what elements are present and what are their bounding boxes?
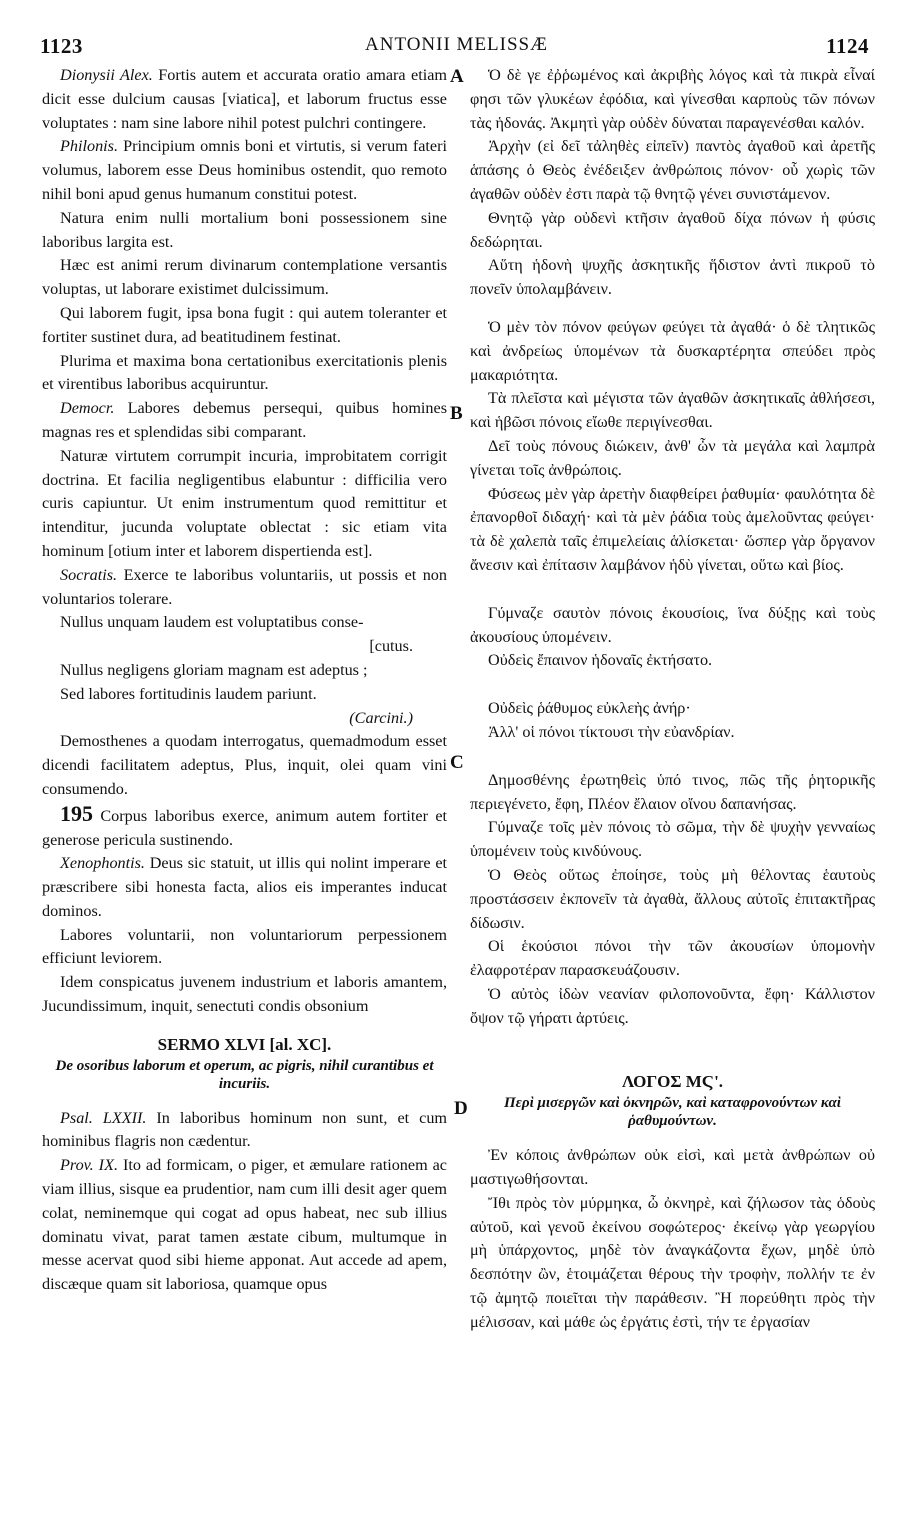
greek-verse-line: Ἀλλ' οἱ πόνοι τίκτουσι τὴν εὐανδρίαν. [488, 722, 735, 741]
greek-paragraph: Ἴθι πρὸς τὸν μύρμηκα, ὦ ὀκνηρὲ, καὶ ζήλωσον τὰς ὁδοὺς αὐτοῦ, καὶ γενοῦ ἐκείνου σοφώτερος· ἐκείνῳ γὰρ γεωργίου μὴ ὑπάρχοντος, μηδὲ τὸν ἀναγκάζοντα ἔχων, μηδὲ ὑπὸ δεσπότην ὢν, ἑτοιμάζεται θέρους τὴν τροφὴν, πολλήν τε ἐν τῷ ἀμητῷ ποιεῖται τὴν παράθεσιν. Ἢ πορεύθητι πρὸς τὴν μέλισσαν, καὶ μάθε ὡς ἐργάτις ἐστὶ, τήν τε ἐργασίαν [470, 1193, 875, 1331]
section-number: 195 [60, 800, 93, 826]
greek-paragraph: Θνητῷ γὰρ οὐδενὶ κτῆσιν ἀγαθοῦ δίχα πόνων ἡ φύσις δεδώρηται. [470, 208, 875, 251]
latin-paragraph: Xenophontis. Deus sic statuit, ut illis qui nolint imperare et præscribere sibi honesta facta, alios eis imperantes inducat dominos. [42, 854, 447, 920]
logos-subtitle: Περὶ μισεργῶν καὶ ὀκνηρῶν, καὶ καταφρονούντων καὶ ῥαθυμούντων. [504, 1095, 841, 1130]
margin-marker-c: C [450, 752, 464, 773]
latin-paragraph: Naturæ virtutem corrumpit incuria, improbitatem corrigit doctrina. Et facilia negligentibus elabuntur : difficilia vero curis capiuntur. Ut enim instrumentum quod remittitur et intenditur, jucunda voluptate oblectat : sic etiam vita hominum [otium inter et laborem dispertienda est]. [42, 446, 447, 560]
greek-paragraph: Τὰ πλεῖστα καὶ μέγιστα τῶν ἀγαθῶν ἀσκητικαῖς ἀθλήσεσι, καὶ ἡβῶσι πόνοις εἴωθε περιγίνεσθαι. [470, 389, 875, 432]
latin-paragraph: Idem conspicatus juvenem industrium et laboris amantem, Jucundissimum, inquit, senectuti condis obsonium [42, 973, 447, 1016]
latin-paragraph: 195 Corpus laboribus exerce, animum autem fortiter et generose pericula sustinendo. [42, 800, 448, 849]
author-name: Socratis. [60, 565, 118, 584]
author-name: Dionysii Alex. [60, 66, 153, 84]
latin-paragraph: Plurima et maxima bona certationibus exercitationis plenis et virentibus laboribus acquiruntur. [42, 351, 447, 394]
verse-continuation: [cutus. [369, 637, 413, 656]
scripture-reference: Prov. IX. [60, 1156, 118, 1175]
verse-line: Sed labores fortitudinis laudem pariunt. [60, 684, 317, 703]
author-name: Democr. [60, 399, 115, 418]
verse-credit: (Carcini.) [349, 708, 413, 727]
greek-paragraph: Ἐν κόποις ἀνθρώπων οὐκ εἰσὶ, καὶ μετὰ ἀνθρώπων οὐ μαστιγωθήσονται. [470, 1146, 875, 1189]
greek-paragraph: Δημοσθένης ἐρωτηθεὶς ὑπό τινος, πῶς τῆς ῥητορικῆς περιεγένετο, ἔφη, Πλέον ἔλαιον οἴνου δαπανήσας. [470, 770, 875, 813]
running-title: ANTONII MELISSÆ [365, 34, 549, 55]
greek-paragraph: Δεῖ τοὺς πόνους διώκειν, ἀνθ' ὧν τὰ μεγάλα καὶ λαμπρὰ γίνεται τοῖς ἀνθρώποις. [470, 436, 875, 479]
greek-paragraph: Αὕτη ἡδονὴ ψυχῆς ἀσκητικῆς ἥδιστον ἀντὶ πικροῦ τὸ πονεῖν ὑπολαμβάνειν. [470, 256, 875, 299]
greek-paragraph: Ὁ μὲν τὸν πόνον φεύγων φεύγει τὰ ἀγαθά· ὁ δὲ τλητικῶς καὶ ἀνδρείως ὑπομένων τὰ δυσκαρτέρητα σπεύδει πρὸς μακαριότητα. [470, 317, 875, 384]
latin-column [42, 64, 447, 1297]
sermo-subtitle: De osoribus laborum et operum, ac pigris, nihil curantibus et incuriis. [55, 1057, 434, 1092]
verse-line: Nullus unquam laudem est voluptatibus conse- [60, 613, 364, 632]
latin-paragraph: Socratis. Exerce te laboribus voluntariis, ut possis et non voluntarios tolerare. [42, 565, 447, 608]
sermo-title: SERMO XLVI [al. XC]. [157, 1034, 332, 1054]
page-number-right: 1124 [826, 34, 869, 58]
latin-paragraph: Demosthenes a quodam interrogatus, quemadmodum esset dicendi facilitatem adeptus, Plus, inquit, olei quam vini consumendo. [42, 732, 447, 798]
margin-marker-d: D [454, 1098, 468, 1119]
page-number-left: 1123 [40, 34, 83, 58]
latin-paragraph: Qui laborem fugit, ipsa bona fugit : qui autem toleranter et fortiter sustinet dura, ad beatitudinem festinat. [42, 303, 447, 346]
latin-paragraph: Democr. Labores debemus persequi, quibus homines magnas res et splendidas sibi comparant. [42, 399, 447, 441]
greek-paragraph: Ἀρχὴν (εἰ δεῖ τἀληθὲς εἰπεῖν) παντὸς ἀγαθοῦ καὶ ἀρετῆς ἁπάσης ὁ Θεὸς ἐνέδειξεν ἀνθρώποις πόνον· οὗ χωρὶς τῶν ἀγαθῶν οὐδὲν ἐστι παρὰ τῷ θνητῷ γένει συνιστάμενον. [470, 137, 875, 203]
latin-paragraph: Prov. IX. Ito ad formicam, o piger, et æmulare rationem ac viam illius, sisque ea prudentior, nam cum illi desit ager quem colat, neminemque qui cogat ad opus habeat, nec sub illius dominatu vivat, parat tamen æstate cibum, multumque in messe acervat quod sibi hieme apponat. Aut accede ad apem, discæque quam sit laboriosa, quamque opus [42, 1156, 447, 1294]
verse-line: Nullus negligens gloriam magnam est adeptus ; [60, 660, 368, 679]
author-name: Philonis. [60, 137, 119, 156]
logos-title: ΛΟΓΟΣ ΜϚ'. [621, 1072, 724, 1092]
margin-marker-a: A [450, 66, 464, 87]
greek-column [470, 64, 875, 1335]
greek-paragraph: Ὁ δὲ γε ἐῤῥωμένος καὶ ἀκριβὴς λόγος καὶ τὰ πικρὰ εἶναί φησι τῶν γλυκέων ἐφόδια, καὶ γίνεσθαι καρποὺς τῶν πόνων τὰς ἡδονάς. Ἀκμητὶ γὰρ οὐδὲν δύναται παραγενέσθαι καλόν. [470, 66, 875, 132]
greek-paragraph: Φύσεως μὲν γὰρ ἀρετὴν διαφθείρει ῥαθυμία· φαυλότητα δὲ ἐπανορθοῖ διδαχή· καὶ τὰ μὲν ῥάδια τοὺς ἀμελοῦντας φεύγει· τὰ δὲ χαλεπὰ ταῖς ἐπιμελείαις ἁλίσκεται· ὥσπερ γὰρ ὄργανον ἄνεσιν καὶ ἐπίτασιν λαμβάνον ἡδὺ γίνεται, οὕτω καὶ βίος. [470, 484, 875, 574]
greek-paragraph: Γύμναζε σαυτὸν πόνοις ἑκουσίοις, ἵνα δύξῃς καὶ τοὺς ἀκουσίους ὑπομένειν. [470, 603, 875, 646]
greek-paragraph: Ὁ Θεὸς οὕτως ἐποίησε, τοὺς μὴ θέλοντας ἑαυτοὺς προστάσσειν ἐκπονεῖν τὰ ἀγαθὰ, ἄλλους αὐτοῖς ἐπιτακτῆρας δίδωσιν. [470, 865, 875, 932]
greek-paragraph: Ὁ αὐτὸς ἰδὼν νεανίαν φιλοπονοῦντα, ἔφη· Κάλλιστον ὄψον τῷ γήρατι ἀρτύεις. [470, 984, 875, 1027]
latin-paragraph: Natura enim nulli mortalium boni possessionem sine laboribus largita est. [42, 208, 447, 251]
greek-paragraph: Γύμναζε τοῖς μὲν πόνοις τὸ σῶμα, τὴν δὲ ψυχὴν γενναίως ὑπομένειν τοὺς κινδύνους. [470, 818, 875, 861]
greek-paragraph: Οἱ ἑκούσιοι πόνοι τὴν τῶν ἀκουσίων ὑπομονὴν ἐλαφροτέραν παρασκευάζουσιν. [470, 937, 875, 980]
latin-paragraph: Psal. LXXII. In laboribus hominum non sunt, et cum hominibus flagris non cædentur. [42, 1108, 447, 1151]
latin-paragraph: Labores voluntarii, non voluntariorum perpessionem efficiunt leviorem. [42, 925, 447, 968]
scripture-reference: Psal. LXXII. [60, 1108, 147, 1127]
greek-paragraph: Οὐδεὶς ἔπαινον ἡδοναῖς ἐκτήσατο. [488, 651, 713, 670]
latin-paragraph: Philonis. Principium omnis boni et virtutis, si verum fateri volumus, laborem esse Deus hominibus ostendit, quo remoto nihil boni apud genus humanum constitui potest. [42, 137, 447, 203]
latin-paragraph: Dionysii Alex. Fortis autem et accurata oratio amara etiam dicit esse dulcium causas [viatica], et laborum fructus esse voluptates : nam sine labore nihil potest pulchri contingere. [42, 66, 447, 132]
author-name: Xenophontis. [60, 854, 145, 873]
greek-verse-line: Οὐδεὶς ῥάθυμος εὐκλεὴς ἀνήρ· [488, 699, 691, 718]
margin-marker-b: B [450, 403, 463, 424]
latin-paragraph: Hæc est animi rerum divinarum contemplatione versantis voluptas, ut laborare existimet dulcissimum. [42, 256, 447, 299]
